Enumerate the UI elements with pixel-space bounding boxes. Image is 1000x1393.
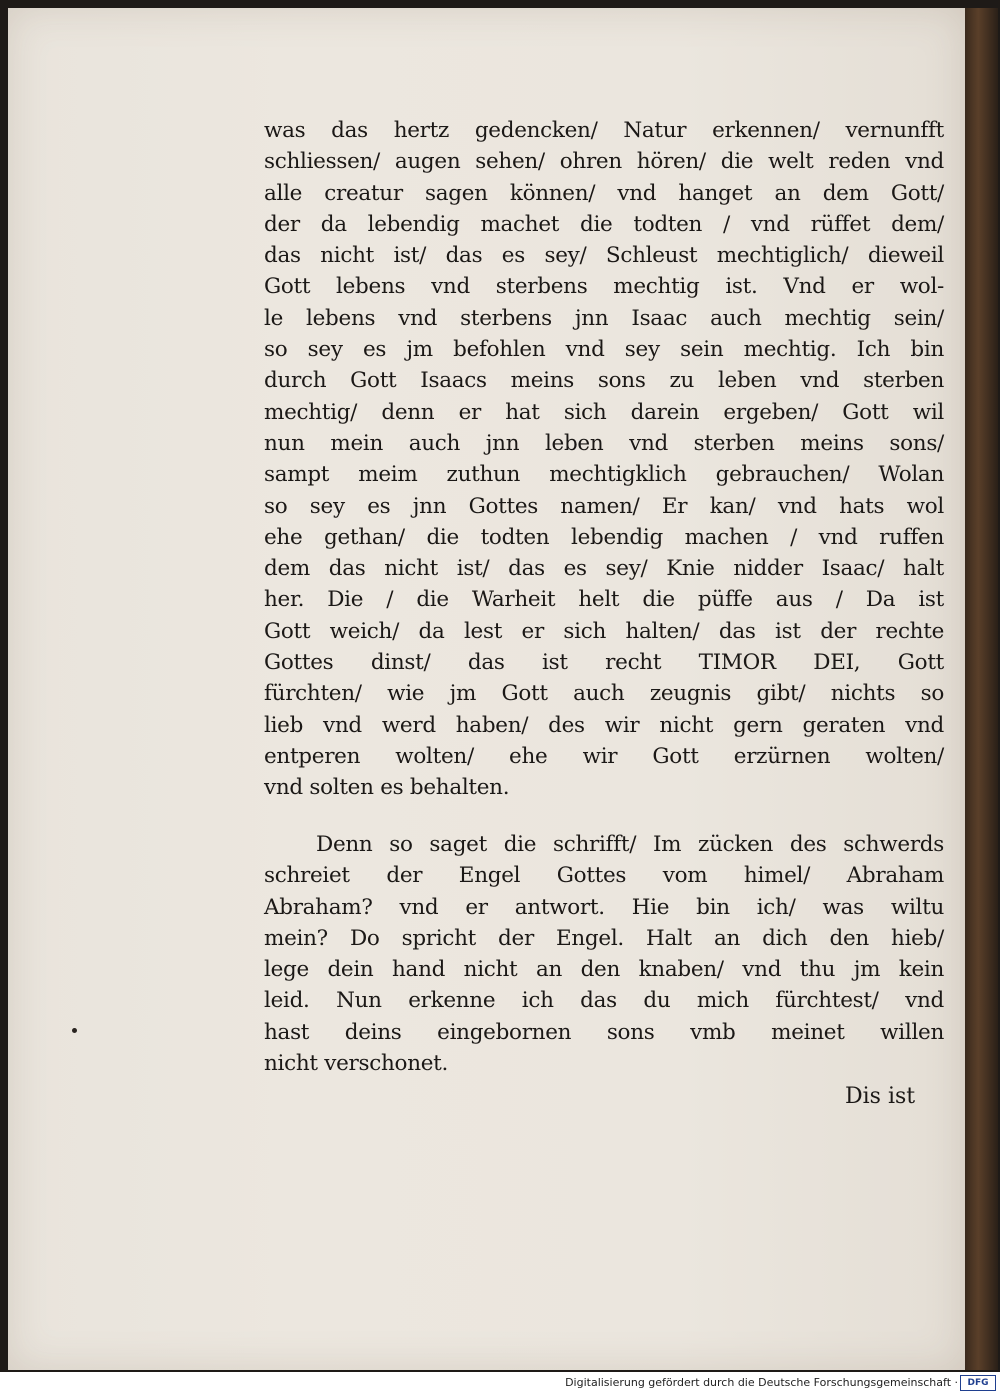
text-line: ehe gethan/ die todten lebendig machen / vnd ruffen [264, 524, 944, 550]
text-line: sampt meim zuthun mechtigklich gebrauchen/ Wolan [264, 462, 944, 488]
text-line: nun mein auch jnn leben vnd sterben meins sons/ [264, 430, 944, 456]
text-line: nicht verschonet. [264, 1051, 449, 1077]
text-line: entperen wolten/ ehe wir Gott erzürnen wolten/ [264, 743, 944, 769]
text-line: Denn so saget die schrifft/ Im zücken des schwerds [316, 832, 944, 857]
paragraph-2 [264, 829, 944, 1079]
book-edge [965, 8, 998, 1370]
text-line: Gottes dinst/ das ist recht TIMOR DEI, Gott [264, 650, 944, 676]
text-line: lieb vnd werd haben/ des wir nicht gern geraten vnd [264, 712, 944, 738]
text-line: was das hertz gedencken/ Natur erkennen/ vernunfft [264, 118, 944, 143]
text-line: fürchten/ wie jm Gott auch zeugnis gibt/ nichts so [264, 681, 944, 707]
text-line: mechtig/ denn er hat sich darein ergeben/ Gott wil [264, 399, 944, 425]
text-line: Abraham? vnd er antwort. Hie bin ich/ was wiltu [264, 894, 944, 920]
text-line: alle creatur sagen können/ vnd hanget an dem Gott/ [264, 180, 944, 206]
text-line: le lebens vnd sterbens jnn Isaac auch mechtig sein/ [264, 305, 944, 331]
text-line: so sey es jm befohlen vnd sey sein mechtig. Ich bin [264, 337, 944, 363]
ink-speck [72, 1028, 77, 1033]
paragraph-1 [264, 115, 944, 804]
text-line: mein? Do spricht der Engel. Halt an dich den hieb/ [264, 925, 944, 951]
text-line: schreiet der Engel Gottes vom himel/ Abraham [264, 863, 944, 889]
text-line: her. Die / die Warheit helt die püffe aus / Da ist [264, 587, 944, 613]
text-line: der da lebendig machet die todten / vnd rüffet dem/ [264, 211, 944, 237]
text-line: das nicht ist/ das es sey/ Schleust mechtiglich/ dieweil [264, 243, 944, 269]
text-line: dem das nicht ist/ das es sey/ Knie nidder Isaac/ halt [264, 556, 944, 582]
text-line: lege dein hand nicht an den knaben/ vnd thu jm kein [264, 957, 944, 983]
footer-bar [0, 1372, 1000, 1393]
text-line: hast deins eingebornen sons vmb meinet willen [264, 1019, 944, 1045]
text-line: vnd solten es behalten. [264, 775, 510, 801]
catchword: Dis ist [845, 1084, 916, 1109]
text-line: durch Gott Isaacs meins sons zu leben vnd sterben [264, 368, 944, 394]
funding-notice: Digitalisierung gefördert durch die Deutsche Forschungsgemeinschaft · [565, 1376, 958, 1389]
text-line: schliessen/ augen sehen/ ohren hören/ die welt reden vnd [264, 149, 944, 175]
text-line: Gott lebens vnd sterbens mechtig ist. Vnd er wol- [264, 274, 944, 300]
text-line: Gott weich/ da lest er sich halten/ das ist der rechte [264, 618, 944, 644]
dfg-logo-icon: DFG [960, 1375, 996, 1391]
text-line: so sey es jnn Gottes namen/ Er kan/ vnd hats wol [264, 493, 944, 519]
text-line: leid. Nun erkenne ich das du mich fürchtest/ vnd [264, 988, 944, 1014]
